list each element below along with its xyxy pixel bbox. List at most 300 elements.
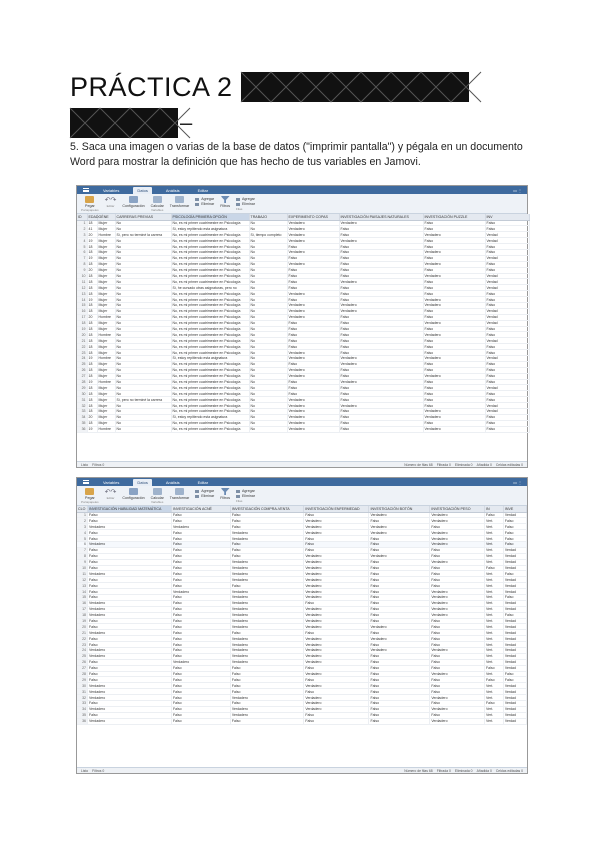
table-cell[interactable]: No [249,367,287,373]
table-cell[interactable]: Falso [339,414,423,420]
table-cell[interactable]: No, es mi primer cuatrimestre en Psicología [171,332,249,338]
table-cell[interactable]: Falso [304,600,369,606]
table-cell[interactable]: 19 [87,297,97,303]
table-cell[interactable]: Falso [485,267,529,273]
table-cell[interactable]: Falso [485,226,529,232]
table-cell[interactable]: No [115,261,171,267]
table-cell[interactable]: Falso [172,624,231,630]
table-cell[interactable]: Falso [304,689,369,695]
table-cell[interactable]: 18 [87,279,97,285]
column-header[interactable]: IN [484,506,503,512]
table-cell[interactable]: Verdad [503,683,526,689]
row-number[interactable]: 26 [77,367,87,373]
table-cell[interactable]: Falso [485,379,529,385]
table-cell[interactable]: Falso [423,397,485,403]
row-number[interactable]: 14 [77,297,87,303]
table-cell[interactable]: Vert. [484,618,503,624]
row-number[interactable]: 6 [77,249,87,255]
table-cell[interactable]: No [115,238,171,244]
table-cell[interactable]: No [115,320,171,326]
row-number[interactable]: 7 [77,547,88,553]
table-cell[interactable]: No [249,397,287,403]
delete-row-button[interactable]: Eliminar [236,494,255,498]
table-cell[interactable]: No, es mi primer cuatrimestre en Psicología [171,385,249,391]
table-cell[interactable]: 20 [87,414,97,420]
table-cell[interactable]: Falso [369,583,430,589]
table-cell[interactable]: Falso [339,291,423,297]
table-cell[interactable]: Falso [369,671,430,677]
table-cell[interactable]: Mujer [97,391,115,397]
table-cell[interactable]: Falso [88,712,172,718]
table-cell[interactable]: Falso [172,577,231,583]
table-cell[interactable]: No [115,379,171,385]
row-number[interactable]: 28 [77,379,87,385]
table-cell[interactable]: Sí, estoy repitiendo esta asignatura [171,355,249,361]
table-cell[interactable]: Falso [287,273,339,279]
table-cell[interactable]: No, es mi primer cuatrimestre en Psicología [171,302,249,308]
tab-data[interactable]: Datos [133,479,151,486]
table-cell[interactable]: Verdadero [369,524,430,530]
row-number[interactable]: 7 [77,255,87,261]
table-cell[interactable]: Verdadero [88,606,172,612]
table-cell[interactable]: Falso [485,261,529,267]
paste-button[interactable]: Pegar Portapapeles [81,196,99,212]
table-cell[interactable]: Falso [172,571,231,577]
row-number[interactable]: 32 [77,403,87,409]
table-cell[interactable]: Verdadero [230,606,304,612]
table-cell[interactable]: Verdadero [230,536,304,542]
table-cell[interactable]: Falso [423,291,485,297]
table-cell[interactable]: No [115,344,171,350]
row-number[interactable]: 18 [77,320,87,326]
table-cell[interactable]: Mujer [97,338,115,344]
row-number[interactable]: 9 [77,267,87,273]
table-cell[interactable]: Falso [503,524,526,530]
table-cell[interactable]: 18 [87,361,97,367]
tab-edit[interactable]: Editar [197,479,209,485]
table-cell[interactable]: No [115,361,171,367]
table-cell[interactable]: Verdadero [287,367,339,373]
tab-variables[interactable]: Variables [103,479,120,485]
table-cell[interactable]: Falso [485,397,529,403]
add-variable-button[interactable]: Agregar [195,489,214,493]
table-cell[interactable]: Falso [172,636,231,642]
table-cell[interactable]: 18 [87,308,97,314]
row-number[interactable]: 11 [77,571,88,577]
table-cell[interactable]: Falso [423,285,485,291]
table-cell[interactable]: Falso [339,226,423,232]
table-cell[interactable]: No, es mi primer cuatrimestre en Psicología [171,391,249,397]
table-cell[interactable]: Falso [485,373,529,379]
table-cell[interactable]: Falso [230,630,304,636]
table-cell[interactable]: Verdadero [304,594,369,600]
table-cell[interactable]: Falso [339,261,423,267]
table-cell[interactable]: Falso [430,659,485,665]
table-cell[interactable]: Falso [339,244,423,250]
table-cell[interactable]: Verdad [503,618,526,624]
table-cell[interactable]: Verdadero [369,624,430,630]
table-cell[interactable]: No, es mi primer cuatrimestre en Psicología [171,297,249,303]
table-cell[interactable]: 18 [87,391,97,397]
table-cell[interactable]: Falso [369,559,430,565]
column-header[interactable]: INVESTIGACIÓN ENFERMEDAD [304,506,369,512]
table-cell[interactable]: No [115,367,171,373]
table-cell[interactable]: Verdadero [287,373,339,379]
table-cell[interactable]: Falso [339,320,423,326]
table-cell[interactable]: Verdadero [339,279,423,285]
table-cell[interactable]: No [249,279,287,285]
table-cell[interactable]: Falso [423,350,485,356]
table-cell[interactable]: Falso [88,577,172,583]
table-cell[interactable]: 18 [87,326,97,332]
column-header[interactable]: PSICOLOGÍA PRIMERA OPCIÓN [171,214,249,220]
table-cell[interactable]: Verdadero [430,518,485,524]
table-cell[interactable]: Hombre [97,314,115,320]
table-cell[interactable]: Verdad [485,308,529,314]
table-cell[interactable]: 18 [87,344,97,350]
table-cell[interactable]: Verdadero [287,226,339,232]
table-cell[interactable]: Mujer [97,302,115,308]
table-cell[interactable]: Verdad [503,630,526,636]
table-cell[interactable]: Falso [485,220,529,226]
table-cell[interactable]: Mujer [97,308,115,314]
row-number[interactable]: 20 [77,332,87,338]
table-cell[interactable]: Mujer [97,249,115,255]
table-cell[interactable]: Falso [369,706,430,712]
table-cell[interactable]: Falso [430,677,485,683]
table-cell[interactable]: No [249,332,287,338]
table-cell[interactable]: Mujer [97,267,115,273]
row-number[interactable]: 21 [77,630,88,636]
table-cell[interactable]: Falso [503,536,526,542]
row-number[interactable]: 26 [77,659,88,665]
table-cell[interactable]: Verdadero [287,232,339,238]
delete-variable-button[interactable]: Eliminar [195,202,214,206]
table-cell[interactable]: Verdad [503,695,526,701]
table-cell[interactable]: Falso [88,594,172,600]
row-number[interactable]: 4 [77,238,87,244]
table-cell[interactable]: No [115,279,171,285]
row-number[interactable]: 23 [77,642,88,648]
row-number[interactable]: 13 [77,583,88,589]
table-cell[interactable]: Falso [485,291,529,297]
column-header[interactable]: INVESTIGACIÓN ACNÉ [172,506,231,512]
table-cell[interactable]: Falso [339,373,423,379]
table-cell[interactable]: Falso [369,589,430,595]
table-cell[interactable]: Verdadero [287,291,339,297]
table-cell[interactable]: Vert. [484,706,503,712]
table-cell[interactable]: Falso [503,671,526,677]
table-cell[interactable]: Vert. [484,530,503,536]
table-cell[interactable]: No [115,391,171,397]
row-number[interactable]: 16 [77,308,87,314]
table-cell[interactable]: No [115,314,171,320]
tab-variables[interactable]: Variables [103,187,120,193]
column-header[interactable]: ID [77,214,87,220]
table-cell[interactable]: Falso [339,344,423,350]
row-number[interactable]: 30 [77,391,87,397]
table-cell[interactable]: Falso [172,518,231,524]
row-number[interactable]: 11 [77,279,87,285]
table-cell[interactable]: Falso [339,367,423,373]
table-cell[interactable]: Verdadero [423,414,485,420]
table-cell[interactable]: Falso [172,618,231,624]
table-cell[interactable]: Mujer [97,367,115,373]
column-header[interactable]: INVESTIGACIÓN HABILIDAD MATEMÁTICA [88,506,172,512]
table-cell[interactable]: Verdadero [304,695,369,701]
table-cell[interactable]: Falso [172,547,231,553]
table-cell[interactable]: Falso [172,594,231,600]
table-cell[interactable]: Falso [287,255,339,261]
table-cell[interactable]: No [249,379,287,385]
table-cell[interactable]: Verdad [485,338,529,344]
table-cell[interactable]: No, es mi primer cuatrimestre en Psicología [171,232,249,238]
transform-button[interactable]: Transformar [170,488,189,500]
table-cell[interactable]: No [249,255,287,261]
table-cell[interactable]: No [115,220,171,226]
table-cell[interactable]: Mujer [97,420,115,426]
table-cell[interactable]: Falso [423,255,485,261]
table-cell[interactable]: Vert. [484,571,503,577]
table-cell[interactable]: Falso [230,553,304,559]
table-cell[interactable]: Falso [172,642,231,648]
table-cell[interactable]: No, es mi primer cuatrimestre en Psicología [171,279,249,285]
table-cell[interactable]: Falso [503,594,526,600]
table-cell[interactable]: Verdadero [287,308,339,314]
table-cell[interactable]: Verdadero [230,653,304,659]
table-cell[interactable]: Falso [287,379,339,385]
row-number[interactable]: 10 [77,273,87,279]
table-cell[interactable]: Verdadero [304,559,369,565]
delete-variable-button[interactable]: Eliminar [195,494,214,498]
table-cell[interactable]: Verdadero [304,524,369,530]
column-header[interactable]: INVESTIGACIÓN BOTÓN [369,506,430,512]
row-number[interactable]: 21 [77,338,87,344]
table-cell[interactable]: Falso [430,642,485,648]
table-cell[interactable]: Verdadero [304,606,369,612]
row-number[interactable]: 2 [77,518,88,524]
table-cell[interactable]: No, es mi primer cuatrimestre en Psicología [171,361,249,367]
table-cell[interactable]: Verdad [503,589,526,595]
table-cell[interactable]: Falso [339,255,423,261]
table-cell[interactable]: Verdadero [304,624,369,630]
table-cell[interactable]: No [115,350,171,356]
table-cell[interactable]: Falso [430,553,485,559]
table-cell[interactable]: Verdad [503,665,526,671]
row-number[interactable]: 34 [77,706,88,712]
table-cell[interactable]: Verdadero [430,695,485,701]
table-cell[interactable]: No [115,373,171,379]
table-cell[interactable]: Falso [339,314,423,320]
table-cell[interactable]: Falso [287,361,339,367]
table-cell[interactable]: 19 [87,238,97,244]
table-cell[interactable]: 18 [87,397,97,403]
hamburger-icon[interactable] [83,480,89,484]
table-cell[interactable]: Falso [287,267,339,273]
table-cell[interactable]: Verdadero [287,426,339,432]
table-cell[interactable]: Mujer [97,385,115,391]
table-cell[interactable]: No [115,302,171,308]
table-cell[interactable]: No, es mi primer cuatrimestre en Psicología [171,373,249,379]
table-cell[interactable]: 18 [87,350,97,356]
table-cell[interactable]: No [249,244,287,250]
table-cell[interactable]: Falso [339,385,423,391]
table-cell[interactable]: Falso [423,279,485,285]
table-cell[interactable]: Falso [485,326,529,332]
column-header[interactable]: TRABAJO [249,214,287,220]
row-number[interactable]: 8 [77,261,87,267]
table-cell[interactable]: Falso [485,414,529,420]
table-cell[interactable]: Verdadero [287,397,339,403]
column-header[interactable]: INV [485,214,529,220]
table-cell[interactable]: Verdadero [423,297,485,303]
table-cell[interactable]: No [249,320,287,326]
row-number[interactable]: 35 [77,712,88,718]
table-cell[interactable]: Falso [88,512,172,518]
table-cell[interactable]: Verdadero [287,403,339,409]
table-cell[interactable]: Vert. [484,589,503,595]
table-cell[interactable]: No, es mi primer cuatrimestre en Psicología [171,320,249,326]
table-cell[interactable]: Verdadero [230,712,304,718]
row-number[interactable]: 25 [77,653,88,659]
undo-redo[interactable]: ↶↷ Editar [104,489,117,500]
table-cell[interactable]: Mujer [97,220,115,226]
table-cell[interactable]: 19 [87,426,97,432]
table-cell[interactable]: Verdadero [287,420,339,426]
table-cell[interactable]: Verdad [485,385,529,391]
table-cell[interactable]: 18 [87,249,97,255]
table-cell[interactable]: No [249,261,287,267]
table-cell[interactable]: No [115,249,171,255]
table-cell[interactable]: Falso [230,683,304,689]
table-cell[interactable]: 18 [87,220,97,226]
table-cell[interactable]: Verdadero [304,518,369,524]
table-cell[interactable]: Falso [339,326,423,332]
table-cell[interactable]: Verdadero [88,524,172,530]
table-cell[interactable]: Falso [230,518,304,524]
table-cell[interactable]: Verdad [503,701,526,707]
table-cell[interactable]: No, es mi primer cuatrimestre en Psicología [171,397,249,403]
table-cell[interactable]: Vert. [484,547,503,553]
table-cell[interactable]: No [249,238,287,244]
table-cell[interactable]: Falso [369,677,430,683]
table-cell[interactable]: Falso [287,326,339,332]
table-cell[interactable]: Falso [503,612,526,618]
table-cell[interactable]: No, es mi primer cuatrimestre en Psicología [171,220,249,226]
table-cell[interactable]: Mujer [97,403,115,409]
table-cell[interactable]: Verdadero [287,220,339,226]
table-cell[interactable]: Falso [287,320,339,326]
table-cell[interactable]: Verdad [485,279,529,285]
table-cell[interactable]: No, es mi primer cuatrimestre en Psicología [171,291,249,297]
table-cell[interactable]: Falso [172,612,231,618]
table-cell[interactable]: Falso [423,238,485,244]
table-cell[interactable]: Falso [230,541,304,547]
table-cell[interactable]: Falso [369,683,430,689]
table-cell[interactable]: 18 [87,285,97,291]
table-cell[interactable]: No [115,267,171,273]
table-cell[interactable]: No [249,403,287,409]
table-cell[interactable]: Falso [485,420,529,426]
table-cell[interactable]: Verdad [503,642,526,648]
add-row-button[interactable]: Agregar [236,197,255,201]
table-cell[interactable]: No [115,385,171,391]
table-cell[interactable]: Verdadero [369,530,430,536]
row-number[interactable]: 22 [77,636,88,642]
table-cell[interactable]: Falso [172,583,231,589]
table-cell[interactable]: Verdad [485,355,529,361]
row-number[interactable]: 19 [77,618,88,624]
row-number[interactable]: 16 [77,600,88,606]
table-cell[interactable]: Verdadero [88,653,172,659]
table-cell[interactable]: Vert. [484,600,503,606]
table-cell[interactable]: Falso [88,677,172,683]
table-cell[interactable]: Verdadero [88,600,172,606]
table-cell[interactable]: Verdad [485,232,529,238]
table-cell[interactable]: Vert. [484,671,503,677]
table-cell[interactable]: Falso [430,571,485,577]
row-number[interactable]: 1 [77,220,87,226]
table-cell[interactable]: Falso [339,285,423,291]
table-cell[interactable]: Falso [287,285,339,291]
table-cell[interactable]: Verdad [503,600,526,606]
table-cell[interactable]: Verdadero [430,594,485,600]
table-cell[interactable]: Verdadero [423,249,485,255]
table-cell[interactable]: Verdadero [230,530,304,536]
compute-button[interactable]: Calcular Variables [151,488,164,504]
table-cell[interactable]: Falso [88,536,172,542]
table-cell[interactable]: Falso [172,665,231,671]
table-cell[interactable]: No [115,409,171,415]
table-cell[interactable]: No [249,326,287,332]
row-number[interactable]: 6 [77,541,88,547]
table-cell[interactable]: 18 [87,332,97,338]
table-cell[interactable]: No [115,403,171,409]
table-cell[interactable]: Falso [423,385,485,391]
tab-data[interactable]: Datos [133,187,151,194]
table-cell[interactable]: Falso [88,583,172,589]
paste-button[interactable]: Pegar Portapapeles [81,488,99,504]
table-cell[interactable]: Falso [430,630,485,636]
table-cell[interactable]: Falso [423,361,485,367]
table-cell[interactable]: Falso [369,612,430,618]
table-cell[interactable]: No [115,420,171,426]
table-cell[interactable]: Falso [172,695,231,701]
table-cell[interactable]: No [249,314,287,320]
table-row[interactable] [77,426,529,432]
table-cell[interactable]: No [249,338,287,344]
table-cell[interactable]: Mujer [97,326,115,332]
table-cell[interactable]: Falso [485,344,529,350]
table-cell[interactable]: Mujer [97,344,115,350]
table-cell[interactable]: Falso [369,541,430,547]
table-cell[interactable]: 20 [87,314,97,320]
table-cell[interactable]: Falso [423,326,485,332]
table-cell[interactable]: Vert. [484,518,503,524]
table-cell[interactable]: Falso [430,547,485,553]
table-cell[interactable]: Falso [172,536,231,542]
table-cell[interactable]: No, es mi primer cuatrimestre en Psicología [171,409,249,415]
table-cell[interactable]: Verdadero [423,332,485,338]
table-cell[interactable]: Verdadero [423,273,485,279]
table-cell[interactable]: Falso [88,618,172,624]
row-number[interactable]: 36 [77,718,88,724]
table-cell[interactable]: Falso [430,524,485,530]
table-cell[interactable]: Verdadero [287,238,339,244]
table-cell[interactable]: Falso [485,249,529,255]
table-cell[interactable]: Verdadero [423,261,485,267]
table-cell[interactable]: Verdadero [304,583,369,589]
